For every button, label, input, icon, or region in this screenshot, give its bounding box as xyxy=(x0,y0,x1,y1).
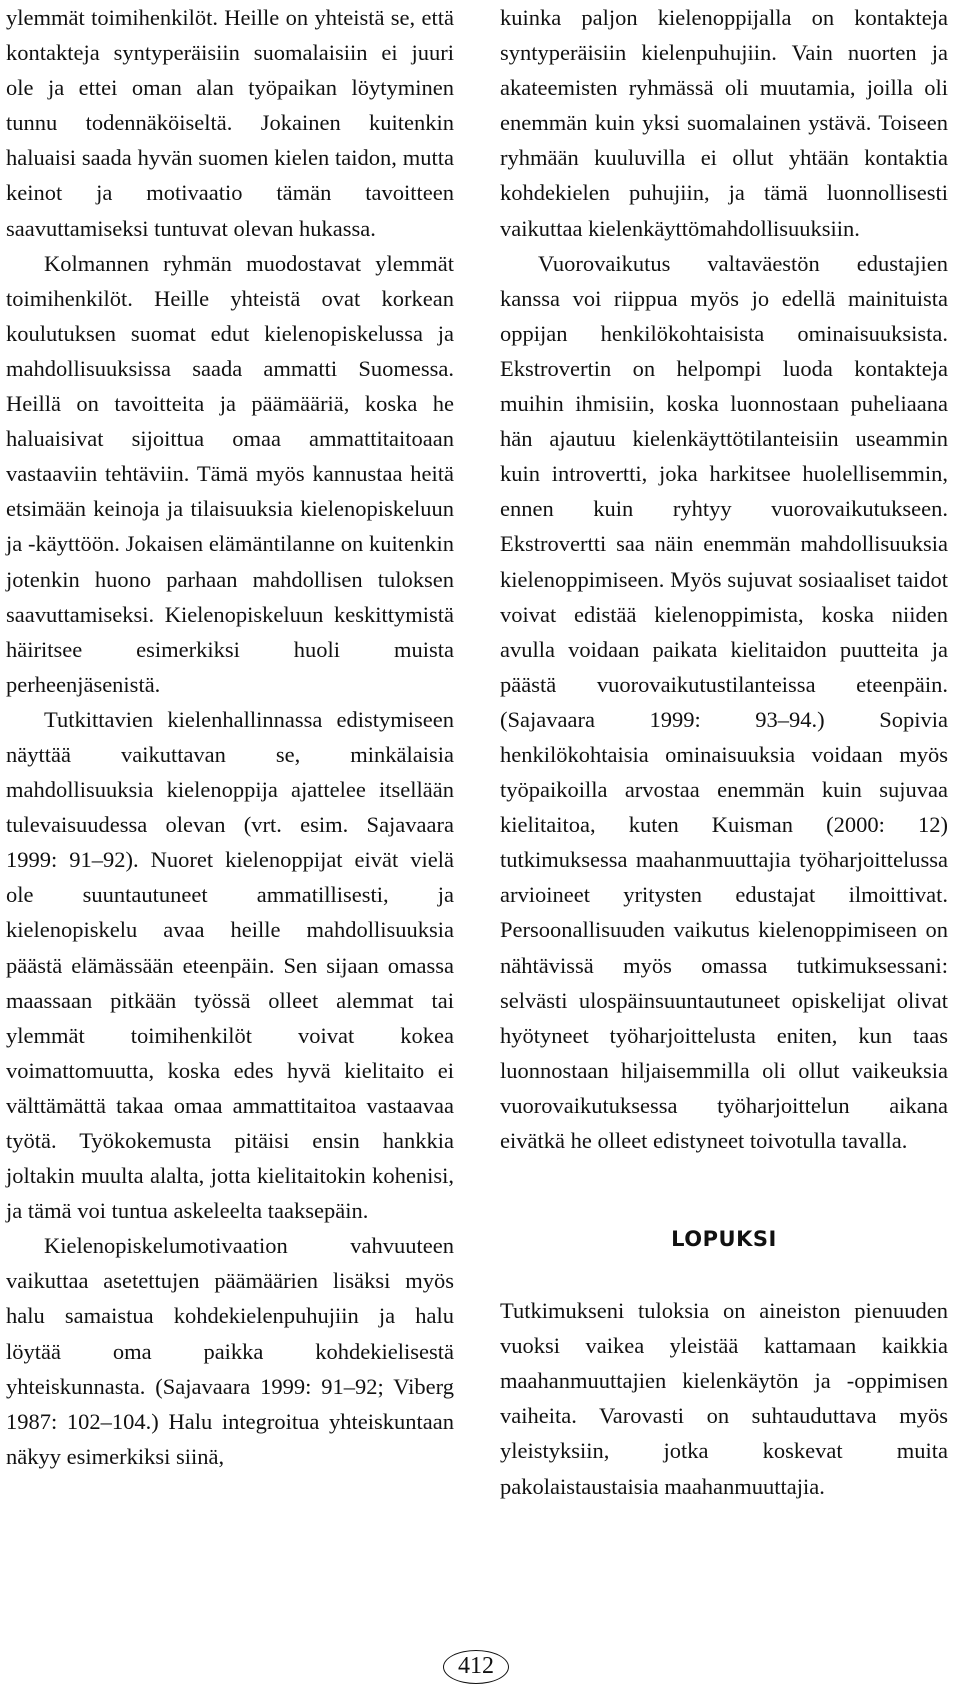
page-number: 412 xyxy=(443,1650,509,1684)
section-spacer-top xyxy=(500,1158,948,1222)
left-paragraph-2: Kolmannen ryhmän muodostavat ylemmät toimihenkilöt. Heille yhteistä ovat korkean koulutuksen suomat edut kielenopiskelussa ja mahdollisuuksissa saada ammatti Suomessa. Heillä on tavoitteita ja päämääriä, koska he haluaisivat sijoittua omaa ammattitaitoaan vastaaviin tehtäviin. Tämä myös kannustaa heitä etsimään keinoja ja tilaisuuksia kielenopiskeluun ja -käyttöön. Jokaisen elämäntilanne on kuitenkin jotenkin huono parhaan mahdollisen tuloksen saavuttamiseksi. Kielenopiskeluun keskittymistä häiritsee esimerkiksi huoli muista perheenjäsenistä. xyxy=(6,250,454,697)
right-paragraph-1: kuinka paljon kielenoppijalla on kontakteja syntyperäisiin kielenpuhujiin. Vain nuorten ja akateemisten ryhmässä oli muutamia, joilla oli enemmän kuin yksi suomalainen ystävä. Toiseen ryhmään kuuluvilla ei ollut yhtään kontaktia kohdekielen puhujiin, ja tämä luonnollisesti vaikuttaa kielenkäyttömahdollisuuksiin. xyxy=(500,5,948,241)
section-spacer-bottom xyxy=(500,1257,948,1293)
right-paragraph-2: Vuorovaikutus valtaväestön edustajien kanssa voi riippua myös jo edellä mainituista oppijan henkilökohtaisista ominaisuuksista. Ekstrovertin on helpompi luoda kontakteja muihin ihmisiin, koska luonnostaan puheliaana hän ajautuu kielenkäyttötilanteisiin useammin kuin introvertti, joka harkitsee huolellisemmin, ennen kuin ryhtyy vuorovaikutukseen. Ekstrovertti saa näin enemmän mahdollisuuksia kielenoppimiseen. Myös sujuvat sosiaaliset taidot voivat edistää kielenoppimista, koska niiden avulla voidaan paikata kielitaidon puutteita ja päästä vuorovaikutustilanteissa eteenpäin. (Sajavaara 1999: 93–94.) Sopivia henkilökohtaisia ominaisuuksia voidaan myös työpaikoilla arvostaa enemmän kuin sujuvaa kielitaitoa, kuten Kuisman (2000: 12) tutkimuksessa maahanmuuttajia työharjoittelussa arvioineet yritysten edustajat ilmoittivat. Persoonallisuuden vaikutus kielenoppimiseen on nähtävissä myös omassa tutkimuksessani: selvästi ulospäinsuuntautuneet opiskelijat olivat hyötyneet työharjoittelusta eniten, kun taas luonnostaan hiljaisemmilla oli ollut vaikeuksia vuorovaikutuksessa työharjoittelun aikana eivätkä he olleet edistyneet toivotulla tavalla. xyxy=(500,250,948,1153)
section-heading: LOPUKSI xyxy=(671,1227,777,1252)
left-paragraph-3: Tutkittavien kielenhallinnassa edistymiseen näyttää vaikuttavan se, minkälaisia mahdollisuuksia kielenoppija ajattelee itsellään tulevaisuudessa olevan (vrt. esim. Sajavaara 1999: 91–92). Nuoret kielenoppijat eivät vielä ole suuntautuneet ammatillisesti, ja kielenopiskelu avaa heille mahdollisuuksia päästä elämässään eteenpäin. Sen sijaan omassa maassaan pitkään työssä olleet alemmat tai ylemmät toimihenkilöt voivat kokea voimattomuutta, koska edes hyvä kielitaito ei välttämättä takaa omaa ammattitaitoa vastaavaa työtä. Työkokemusta pitäisi ensin hankkia joltakin muulta alalta, jotta kielitaitokin kohenisi, ja tämä voi tuntua askeleelta taaksepäin. xyxy=(6,706,454,1224)
right-column xyxy=(500,0,948,1504)
left-column xyxy=(6,0,454,1474)
left-paragraph-1: ylemmät toimihenkilöt. Heille on yhteistä se, että kontakteja syntyperäisiin suomalaisiin ei juuri ole ja ettei oman alan työpaikan löytyminen tunnu todennäköiseltä. Jokainen kuitenkin haluaisi saada hyvän suomen kielen taidon, mutta keinot ja motivaatio tämän tavoitteen saavuttamiseksi tuntuvat olevan hukassa. xyxy=(6,5,454,241)
right-paragraph-3: Tutkimukseni tuloksia on aineiston pienuuden vuoksi vaikea yleistää kattamaan kaikkia maahanmuuttajien kielenkäytön ja -oppimisen vaiheita. Varovasti on suhtauduttava myös yleistyksiin, jotka koskevat muita pakolaistaustaisia maahanmuuttajia. xyxy=(500,1298,948,1499)
left-paragraph-4: Kielenopiskelumotivaation vahvuuteen vaikuttaa asetettujen päämäärien lisäksi myös halu samaistua kohdekielenpuhujiin ja halu löytää oma paikka kohdekielisestä yhteiskunnasta. (Sajavaara 1999: 91–92; Viberg 1987: 102–104.) Halu integroitua yhteiskuntaan näkyy esimerkiksi siinä, xyxy=(6,1233,454,1469)
